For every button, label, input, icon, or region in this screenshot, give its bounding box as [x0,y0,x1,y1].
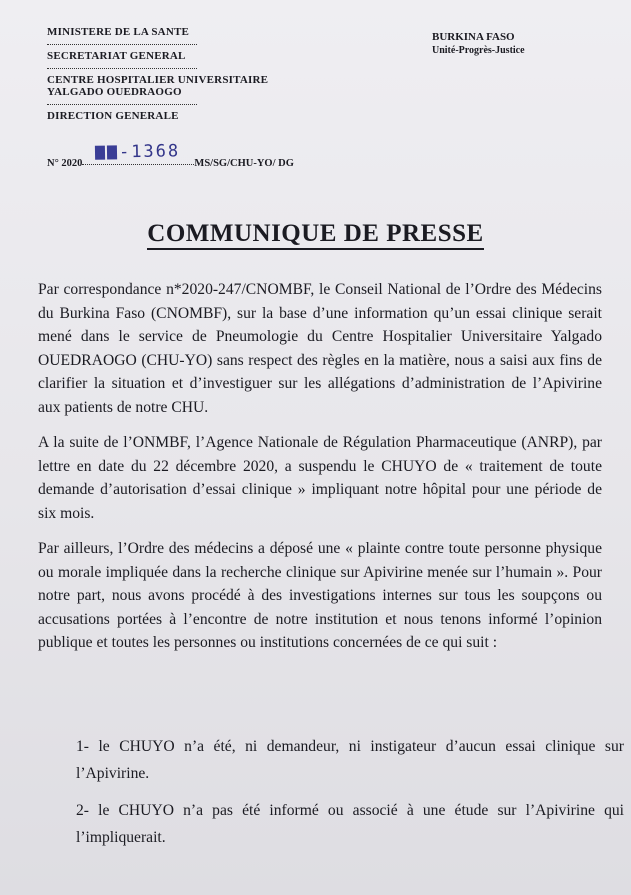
secretariat-name: SECRETARIAT GENERAL [47,50,186,62]
reference-prefix: N° 2020 [47,158,83,169]
body-paragraph: Par correspondance n*2020-247/CNOMBF, le Conseil National de l’Ordre des Médecins du Burkina Faso (CNOMBF), sur la base d’une information qu’un essai clinique serait mené dans le service de Pneumologie du Centre Hospitalier Universitaire Yalgado OUEDRAOGO (CHU-YO) sans respect des règles en la matière, nous a saisi aux fins de clarifier la situation et d’investiguer sur les allégations d’administration de l’Apivirine aux patients de notre CHU. [38,281,602,416]
ministry-name: MINISTERE DE LA SANTE [47,26,190,38]
reference-line [47,158,294,169]
document-title-text: COMMUNIQUE DE PRESSE [147,220,483,250]
country-name: BURKINA FASO [432,31,515,43]
reference-suffix: MS/SG/CHU-YO/ DG [194,158,294,169]
stamp-number: -1368 [118,141,181,163]
direction-name: DIRECTION GENERALE [47,110,179,122]
letterhead-left [47,26,347,122]
reference-dots [82,163,194,165]
list-item: 1- le CHUYO n’a été, ni demandeur, ni instigateur d’aucun essai clinique sur l’Apivirine. [76,738,624,782]
body-paragraph: A la suite de l’ONMBF, l’Agence Nationale de Régulation Pharmaceutique (ANRP), par lettre en date du 22 décembre 2020, a suspendu le CHUYO de « traitement de toute demande d’autorisation d’essai clinique » impliquant notre hôpital pour une période de six mois. [38,434,602,522]
body-paragraph: Par ailleurs, l’Ordre des médecins a déposé une « plainte contre toute personne physique ou morale impliquée dans la recherche clinique sur Apivirine menée sur l’humain ». Pour notre part, nous avons procédé à des investigations internes sur tous les soupçons ou accusations portées à l’encontre de notre institution et nous tenons informé l’opinion publique et toutes les personnes ou institutions concernées de ce qui suit : [38,540,602,651]
divider-dots [47,98,197,105]
document-title [0,220,631,248]
list-item: 2- le CHUYO n’a pas été informé ou associé à une étude sur l’Apivirine qui l’impliquerait. [76,802,624,846]
divider-dots [47,38,197,45]
document-body [38,278,602,667]
hospital-name-line2: YALGADO OUEDRAOGO [47,86,182,98]
letterhead-right [432,30,525,58]
numbered-list [76,733,624,861]
hospital-name-line1: CENTRE HOSPITALIER UNIVERSITAIRE [47,74,269,86]
divider-dots [47,62,197,69]
national-motto: Unité-Progrès-Justice [432,45,525,56]
